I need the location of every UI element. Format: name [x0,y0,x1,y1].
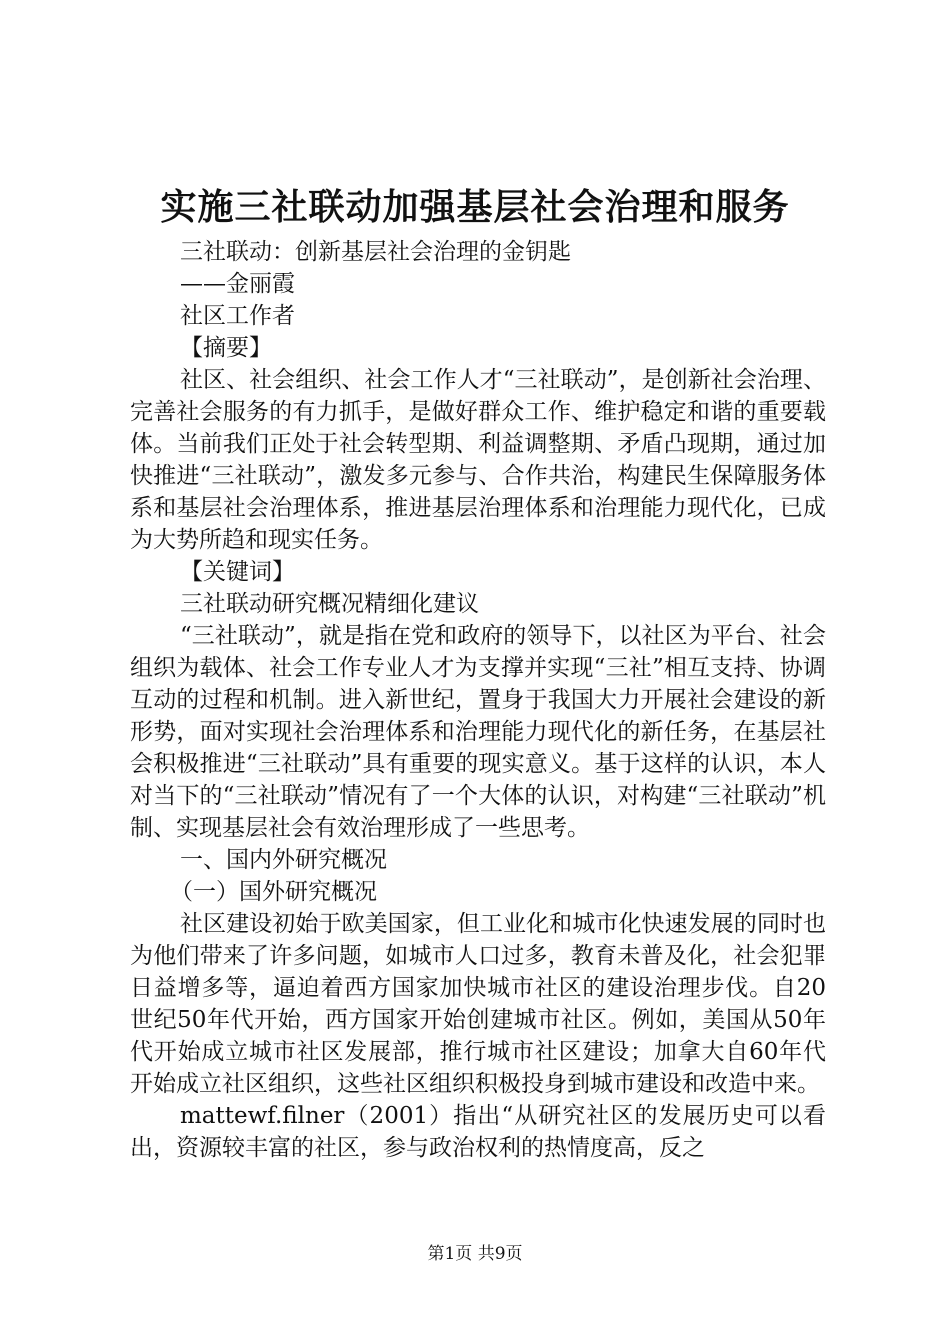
abstract-heading: 【摘要】 [180,335,272,361]
subsection-heading: （一）国外研究概况 [170,879,377,905]
author-role: 社区工作者 [180,303,295,329]
abstract-paragraph: 社区、社会组织、社会工作人才“三社联动”，是创新社会治理、完善社会服务的有力抓手，是做好群众工作、维护稳定和谐的重要载体。当前我们正处于社会转型期、利益调整期、矛盾凸现期，通过加快推进“三社联动”，激发多元参与、合作共治，构建民生保障服务体系和基层社会治理体系，推进基层治理体系和治理能力现代化，已成为大势所趋和现实任务。 [130,367,826,553]
keywords-heading: 【关键词】 [180,559,295,585]
page-indicator: 第1页 共9页 [427,1244,523,1264]
document-title: 实施三社联动加强基层社会治理和服务 [160,187,790,228]
keywords-text: 三社联动研究概况精细化建议 [180,591,479,617]
section-paragraph: 社区建设初始于欧美国家，但工业化和城市化快速发展的同时也为他们带来了许多问题，如城市人口过多，教育未普及化，社会犯罪日益增多等，逼迫着西方国家加快城市社区的建设治理步伐。自20世纪50年代开始，西方国家开始创建城市社区。例如，美国从50年代开始成立城市社区发展部，推行城市社区建设；加拿大自60年代开始成立社区组织，这些社区组织积极投身到城市建设和改造中来。 [130,911,826,1097]
document-body [130,236,826,1164]
document-author: ——金丽霞 [180,271,295,297]
intro-paragraph: “三社联动”，就是指在党和政府的领导下，以社区为平台、社会组织为载体、社会工作专业人才为支撑并实现“三社”相互支持、协调互动的过程和机制。进入新世纪，置身于我国大力开展社会建设的新形势，面对实现社会治理体系和治理能力现代化的新任务，在基层社会积极推进“三社联动”具有重要的现实意义。基于这样的认识，本人对当下的“三社联动”情况有了一个大体的认识，对构建“三社联动”机制、实现基层社会有效治理形成了一些思考。 [130,623,826,841]
document-subtitle: 三社联动：创新基层社会治理的金钥匙 [180,239,571,265]
quote-paragraph: mattewf.filner（2001）指出“从研究社区的发展历史可以看出，资源较丰富的社区，参与政治权利的热情度高，反之 [130,1103,826,1161]
section-heading: 一、国内外研究概况 [180,847,387,873]
